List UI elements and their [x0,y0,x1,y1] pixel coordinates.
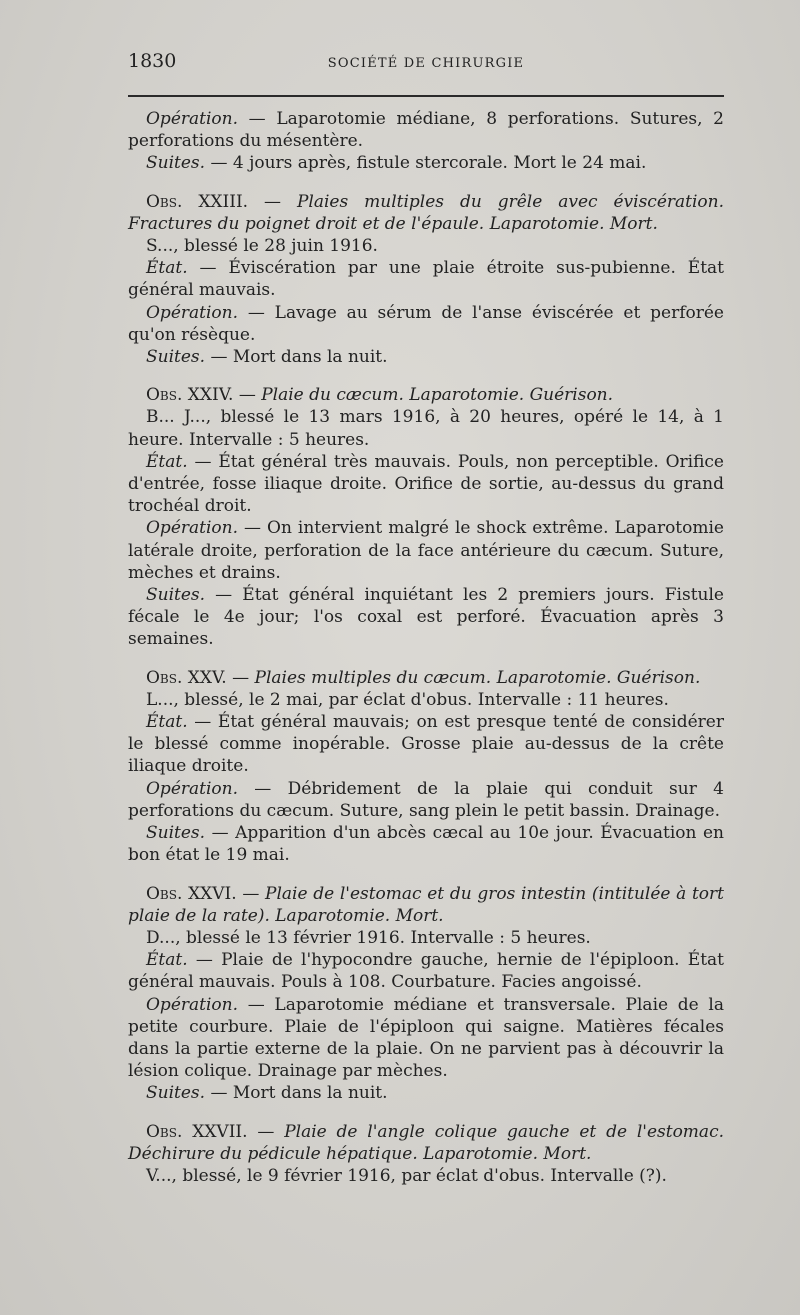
paragraph [128,1082,724,1104]
paragraph [128,235,724,257]
patient-line: D..., blessé le 13 février 1916. Intervalle : 5 heures. [146,927,591,948]
paragraph [128,108,724,152]
obs-number: XXV. — [182,667,255,688]
obs-label: Obs. [146,191,183,212]
paragraph [128,584,724,651]
section-label: État. [146,451,188,472]
paragraph [128,302,724,346]
section-text: — État général très mauvais. Pouls, non perceptible. Orifice d'entrée, fosse iliaque droite. Orifice de sortie, au-dessus du grand trochéal droit. [128,451,724,517]
section-text: — État général inquiétant les 2 premiers jours. Fistule fécale le 4e jour; l'os coxal est perforé. Évacuation après 3 semaines. [128,585,724,650]
obs-label: Obs. [146,385,183,406]
obs-number: XXVI. — [182,883,266,904]
paragraph [128,778,724,822]
obs-title: Plaies multiples du cæcum. Laparotomie. Guérison. [254,667,701,688]
paragraph [128,406,724,450]
section-label: État. [146,258,188,279]
section-text: — On intervient malgré le shock extrême. Laparotomie latérale droite, perforation de la face antérieure du cæcum. Suture, mèches et drains. [128,518,724,583]
section-text: — Laparotomie médiane, 8 perforations. Sutures, 2 perforations du mésentère. [128,109,724,152]
patient-line: B... J..., blessé le 13 mars 1916, à 20 heures, opéré le 14, à 1 heure. Intervalle : 5 heures. [128,407,724,450]
page-number: 1830 [128,50,177,72]
observation-heading [128,384,724,406]
paragraph [128,346,724,368]
obs-label: Obs. [146,883,183,904]
paragraph [128,152,724,174]
section-label: Suites. [146,1083,206,1104]
section-label: Opération. [146,518,238,539]
patient-line: L..., blessé, le 2 mai, par éclat d'obus. Intervalle : 11 heures. [146,689,669,710]
observation-heading [128,883,724,927]
obs-label: Obs. [146,1121,183,1142]
observation-heading [128,191,724,235]
section-text: — Mort dans la nuit. [205,347,388,368]
observation-heading [128,1121,724,1165]
obs-title: Plaies multiples du grêle avec éviscération. Fractures du poignet droit et de l'épaule. Laparotomie. Mort. [128,191,725,234]
section-label: État. [146,712,188,733]
section-label: Opération. [146,302,238,323]
section-text: — État général mauvais; on est presque tenté de considérer le blessé comme inopérable. Grosse plaie au-dessus de la crête iliaque droite. [128,712,724,777]
running-title: SOCIÉTÉ DE CHIRURGIE [327,56,525,71]
section-text: — Apparition d'un abcès cæcal au 10e jour. Évacuation en bon état le 19 mai. [128,823,724,866]
paragraph [128,517,724,584]
paragraph [128,994,724,1083]
paragraph [128,689,724,711]
section-text: — Lavage au sérum de l'anse éviscérée et perforée qu'on résèque. [128,302,724,345]
section-label: Suites. [146,153,206,174]
obs-number: XXIII. — [182,191,297,212]
section-text: — Mort dans la nuit. [205,1083,388,1104]
section-label: Opération. [146,778,238,799]
obs-title: Plaie de l'angle colique gauche et de l'estomac. Déchirure du pédicule hépatique. Laparotomie. Mort. [128,1121,724,1164]
paragraph [128,451,724,518]
section-text: — Éviscération par une plaie étroite sus-pubienne. État général mauvais. [128,258,724,301]
section-label: Opération. [146,994,238,1015]
paragraph [128,711,724,778]
section-text: — Laparotomie médiane et transversale. Plaie de la petite courbure. Plaie de l'épiploon qui saigne. Matières fécales dans la partie externe de la plaie. On ne parvient pas à découvrir la lésion colique. Drainage par mèches. [128,994,724,1082]
obs-number: XXIV. — [182,385,262,406]
obs-title: Plaie du cæcum. Laparotomie. Guérison. [261,385,614,406]
paragraph [128,927,724,949]
obs-title: Plaie de l'estomac et du gros intestin (intitulée à tort plaie de la rate). Laparotomie. Mort. [128,883,724,926]
patient-line: V..., blessé, le 9 février 1916, par éclat d'obus. Intervalle (?). [146,1165,667,1186]
section-label: Suites. [146,823,206,844]
patient-line: S..., blessé le 28 juin 1916. [146,236,378,257]
section-label: Suites. [146,585,206,606]
paragraph [128,257,724,301]
page-header [128,50,724,80]
obs-label: Obs. [146,667,183,688]
paragraph [128,822,724,866]
section-label: Suites. [146,347,206,368]
body-text [128,108,724,1187]
observation-heading [128,667,724,689]
paragraph [128,949,724,993]
section-label: Opération. [146,109,238,129]
obs-number: XXVII. — [182,1121,285,1142]
paragraph [128,1165,724,1187]
section-text: — Débridement de la plaie qui conduit sur 4 perforations du cæcum. Suture, sang plein le petit bassin. Drainage. [128,778,724,821]
section-text: — Plaie de l'hypocondre gauche, hernie de l'épiploon. État général mauvais. Pouls à 108. Courbature. Facies angoissé. [128,950,724,993]
section-label: État. [146,950,188,971]
header-rule [128,95,724,97]
section-text: — 4 jours après, fistule stercorale. Mort le 24 mai. [205,153,647,174]
